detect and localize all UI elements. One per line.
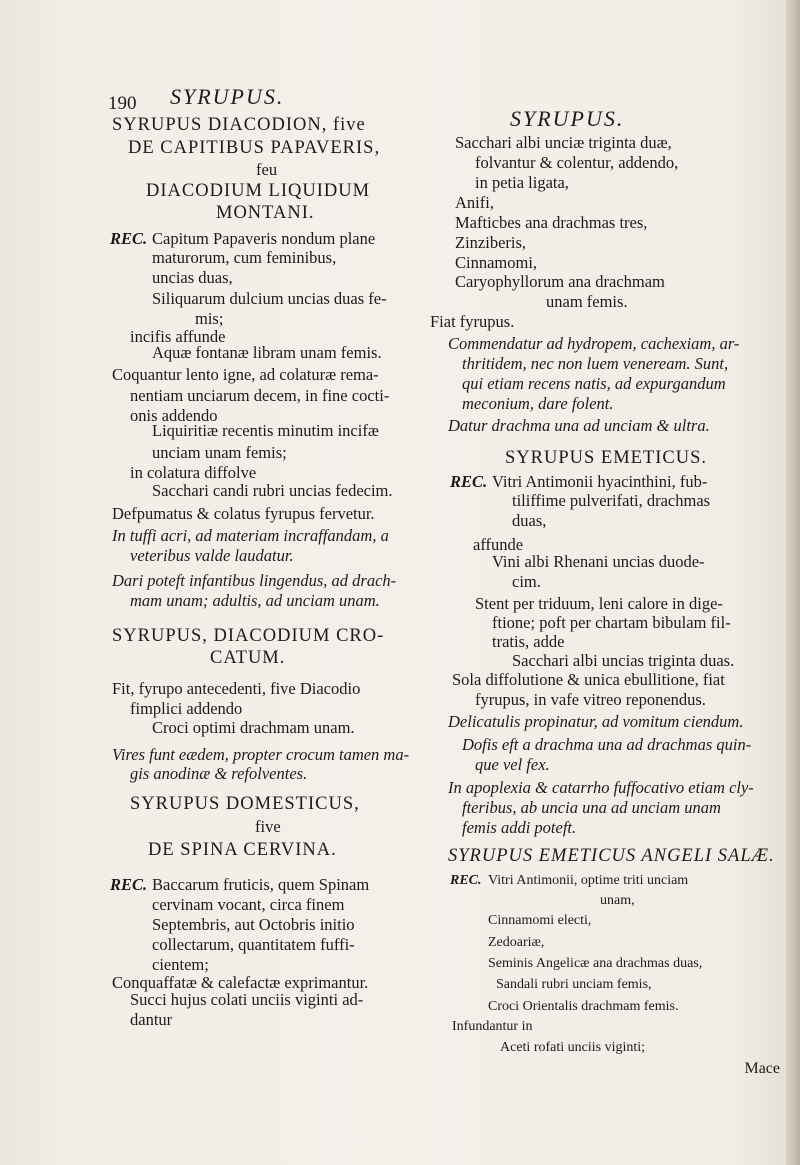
- text-line: tiliffime pulverifati, drachmas: [512, 491, 711, 510]
- rec-label: REC.: [450, 873, 482, 888]
- recipe-title: SYRUPUS EMETICUS ANGELI SALÆ.: [448, 846, 775, 866]
- recipe-title: DE SPINA CERVINA.: [148, 840, 337, 860]
- text-line: Siliquarum dulcium uncias duas fe-: [152, 289, 387, 308]
- text-line: Zedoariæ,: [488, 935, 545, 950]
- text-line: Vini albi Rhenani uncias duode-: [492, 552, 705, 571]
- text-line: mis;: [195, 309, 224, 328]
- text-line: Capitum Papaveris nondum plane: [152, 229, 376, 248]
- text-line: Vitri Antimonii hyacinthini, fub-: [492, 472, 708, 491]
- text-line: onis addendo: [130, 406, 218, 425]
- text-line: Fit, fyrupo antecedenti, five Diacodio: [112, 679, 361, 698]
- text-line: unam,: [600, 893, 635, 908]
- text-line: Delicatulis propinatur, ad vomitum ciendum.: [448, 712, 744, 731]
- text-line: maturorum, cum feminibus,: [152, 248, 337, 267]
- text-line: Septembris, aut Octobris initio: [152, 915, 355, 934]
- text-line: Defpumatus & colatus fyrupus fervetur.: [112, 504, 375, 523]
- recipe-title: SYRUPUS DOMESTICUS,: [130, 794, 360, 814]
- text-line: veteribus valde laudatur.: [130, 546, 294, 565]
- text-line: collectarum, quantitatem fuffi-: [152, 935, 355, 954]
- text-line: tratis, adde: [492, 632, 565, 651]
- text-line: Zinziberis,: [455, 233, 527, 252]
- running-head-right: SYRUPUS.: [510, 106, 625, 131]
- rec-label: REC.: [110, 229, 148, 248]
- recipe-title: feu: [256, 160, 278, 179]
- text-line: Coquantur lento igne, ad colaturæ rema-: [112, 365, 379, 384]
- text-line: incifis affunde: [130, 327, 226, 346]
- text-line: Vires funt eædem, propter crocum tamen ma-: [112, 745, 410, 764]
- text-line: fyrupus, in vafe vitreo reponendus.: [475, 690, 706, 709]
- text-line: Anifi,: [455, 193, 494, 212]
- text-line: unam femis.: [546, 292, 628, 311]
- text-line: mam unam; adultis, ad unciam unam.: [130, 591, 380, 610]
- text-line: folvantur & colentur, addendo,: [475, 153, 679, 172]
- text-line: Sacchari candi rubri uncias fedecim.: [152, 481, 393, 500]
- text-line: In apoplexia & catarrho fuffocativo etiam cly-: [448, 778, 754, 797]
- text-line: qui etiam recens natis, ad expurgandum: [462, 374, 726, 393]
- text-line: affunde: [473, 535, 524, 554]
- text-line: Cinnamomi,: [455, 253, 538, 272]
- recipe-title: DIACODIUM LIQUIDUM: [146, 181, 371, 201]
- page-edge: [786, 0, 800, 1165]
- text-line: uncias duas,: [152, 268, 233, 287]
- text-line: Datur drachma una ad unciam & ultra.: [448, 416, 710, 435]
- text-line: thritidem, nec non luem veneream. Sunt,: [462, 354, 729, 373]
- text-line: meconium, dare folent.: [462, 394, 614, 413]
- text-line: Sacchari albi uncias triginta duas.: [512, 651, 735, 670]
- text-line: Sacchari albi unciæ triginta duæ,: [455, 133, 672, 152]
- text-line: In tuffi acri, ad materiam incraffandam, a: [112, 526, 389, 545]
- text-line: Commendatur ad hydropem, cachexiam, ar-: [448, 334, 740, 353]
- text-line: femis addi poteft.: [462, 818, 577, 837]
- catchword: Mace: [744, 1060, 780, 1077]
- text-line: fimplici addendo: [130, 699, 243, 718]
- text-line: unciam unam femis;: [152, 443, 287, 462]
- text-line: Fiat fyrupus.: [430, 312, 515, 331]
- recipe-title: MONTANI.: [216, 203, 315, 223]
- page-number: 190: [108, 93, 137, 114]
- text-line: cientem;: [152, 955, 209, 974]
- text-line: gis anodinæ & refolventes.: [130, 764, 308, 783]
- rec-label: REC.: [110, 875, 148, 894]
- text-line: que vel fex.: [475, 755, 550, 774]
- text-line: in petia ligata,: [475, 173, 569, 192]
- text-line: ftione; poft per chartam bibulam fil-: [492, 613, 731, 632]
- recipe-title: DE CAPITIBUS PAPAVERIS,: [128, 138, 381, 158]
- text-line: in colatura diffolve: [130, 463, 257, 482]
- text-line: Sandali rubri unciam femis,: [496, 977, 652, 992]
- rec-label: REC.: [450, 472, 488, 491]
- text-line: Infundantur in: [452, 1019, 533, 1034]
- text-line: cervinam vocant, circa finem: [152, 895, 345, 914]
- recipe-title: five: [255, 817, 281, 836]
- text-line: duas,: [512, 511, 547, 530]
- text-line: Aceti rofati unciis viginti;: [500, 1040, 646, 1055]
- running-head-left: SYRUPUS.: [170, 84, 285, 109]
- text-line: Stent per triduum, leni calore in dige-: [475, 594, 723, 613]
- text-line: Sola diffolutione & unica ebullitione, fiat: [452, 670, 725, 689]
- text-line: Dofis eft a drachma una ad drachmas quin-: [462, 735, 752, 754]
- text-line: Conquaffatæ & calefactæ exprimantur.: [112, 973, 369, 992]
- text-line: Liquiritiæ recentis minutim incifæ: [152, 421, 379, 440]
- recipe-title: SYRUPUS DIACODION, five: [112, 115, 366, 135]
- text-line: Dari poteft infantibus lingendus, ad drach-: [112, 571, 397, 590]
- text-line: cim.: [512, 572, 541, 591]
- text-line: nentiam unciarum decem, in fine cocti-: [130, 386, 390, 405]
- recipe-title: CATUM.: [210, 648, 286, 668]
- text-line: Croci optimi drachmam unam.: [152, 718, 355, 737]
- text-line: dantur: [130, 1010, 173, 1029]
- text-line: fteribus, ab uncia una ad unciam unam: [462, 798, 721, 817]
- text-line: Seminis Angelicæ ana drachmas duas,: [488, 956, 703, 971]
- text-line: Caryophyllorum ana drachmam: [455, 272, 665, 291]
- text-line: Vitri Antimonii, optime triti unciam: [488, 873, 689, 888]
- text-line: Baccarum fruticis, quem Spinam: [152, 875, 370, 894]
- text-line: Mafticbes ana drachmas tres,: [455, 213, 648, 232]
- text-line: Succi hujus colati unciis viginti ad-: [130, 990, 364, 1009]
- recipe-title: SYRUPUS EMETICUS.: [505, 448, 708, 468]
- recipe-title: SYRUPUS, DIACODIUM CRO-: [112, 626, 385, 646]
- text-line: Croci Orientalis drachmam femis.: [488, 999, 679, 1014]
- text-line: Aquæ fontanæ libram unam femis.: [152, 343, 382, 362]
- text-line: Cinnamomi electi,: [488, 913, 592, 928]
